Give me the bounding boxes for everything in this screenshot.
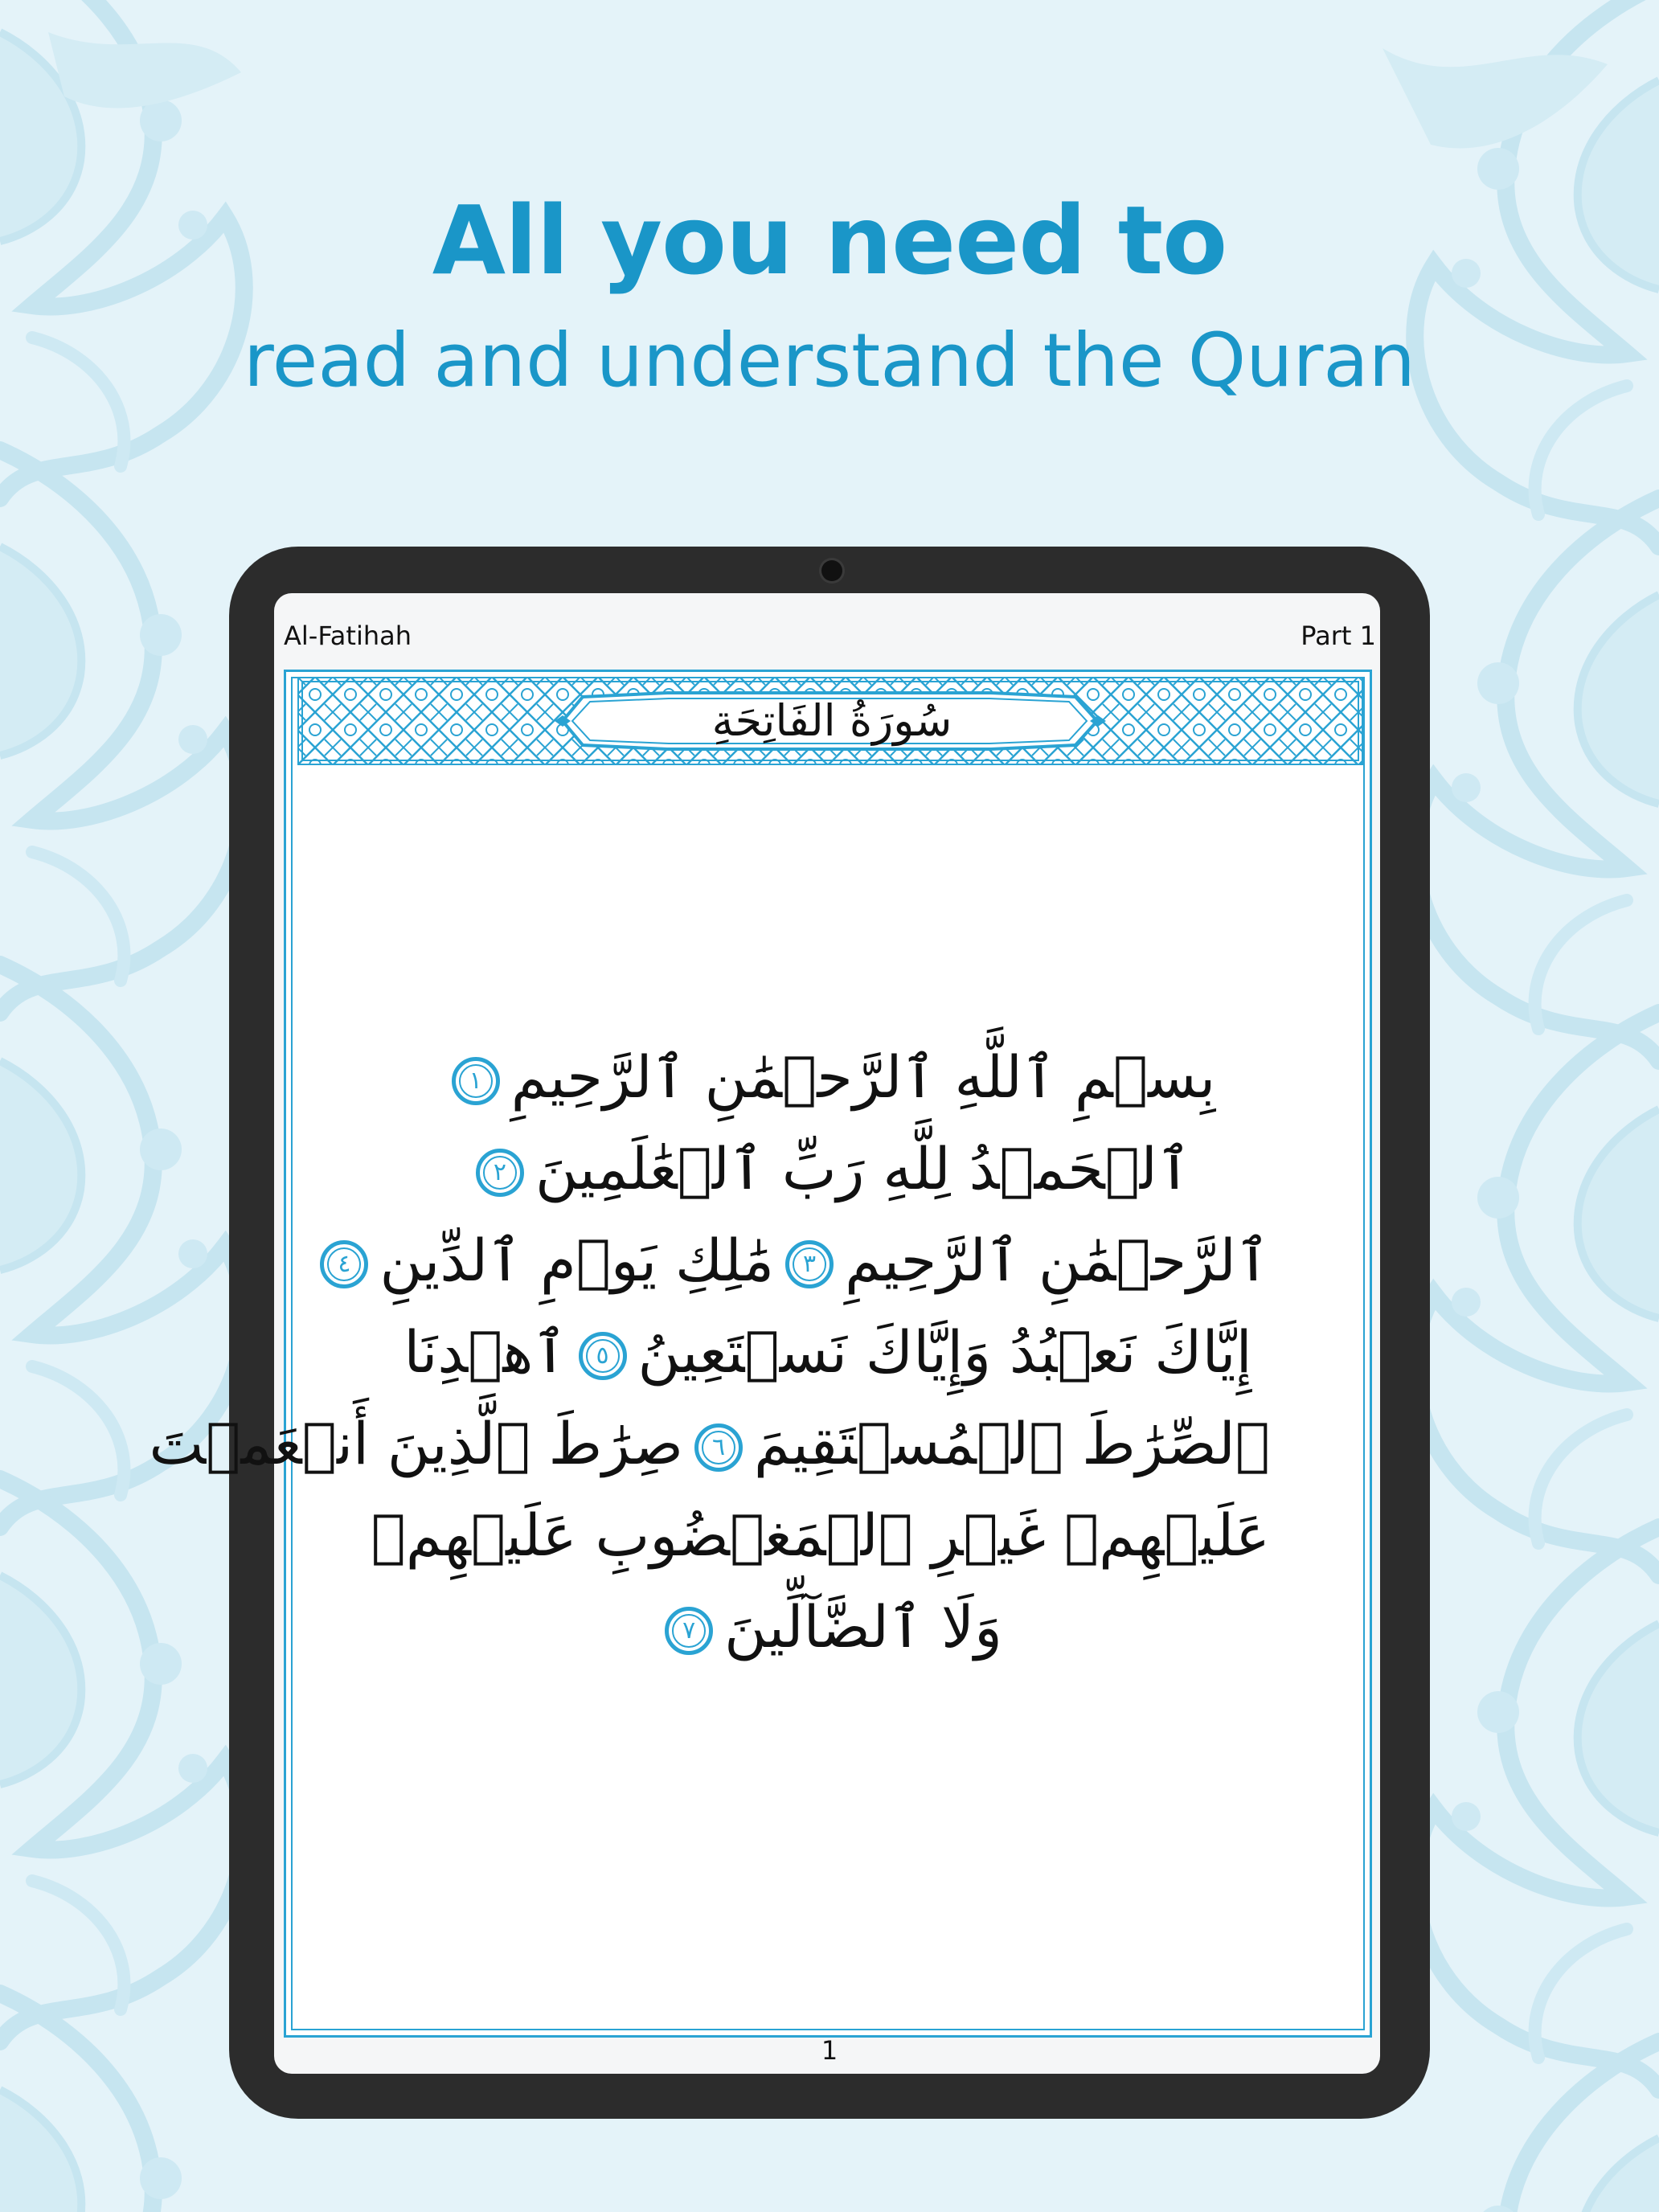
verse-text: عَلَيۡهِمۡ غَيۡرِ ٱلۡمَغۡضُوبِ عَلَيۡهِمۡ [371,1501,1270,1569]
camera-icon [821,560,842,581]
verse-line[interactable] [338,1227,1270,1294]
verse-line[interactable] [371,1501,1270,1569]
verse-text: ٱهۡدِنَا [403,1318,567,1386]
surah-title-arabic: سُورَةُ الفَاتِحَةِ [711,695,952,746]
page-number: 1 [821,2035,838,2066]
verse-text: ٱلصِّرَٰطَ ٱلۡمُسۡتَقِيمَ [754,1410,1270,1477]
verse-text: مَٰلِكِ يَوۡمِ ٱلدِّينِ [379,1227,775,1294]
verse-text: إِيَّاكَ نَعۡبُدُ وَإِيَّاكَ نَسۡتَعِينُ [637,1318,1252,1386]
ayah-marker[interactable]: ٣ [785,1240,834,1288]
verse-line[interactable] [386,1135,1270,1202]
headline-subtitle: read and understand the Quran [244,317,1415,403]
headline-title: All you need to [432,185,1227,296]
verse-line[interactable] [386,1593,1270,1661]
verse-line[interactable] [149,1410,1270,1477]
verse-text: وَلَا ٱلضَّآلِّينَ [724,1593,1002,1661]
verse-text: ٱلۡحَمۡدُ لِلَّهِ رَبِّ ٱلۡعَٰلَمِينَ [535,1135,1192,1202]
juz-label[interactable]: Part 1 [1301,621,1376,651]
ayah-marker[interactable]: ١ [452,1057,500,1105]
ayah-marker[interactable]: ٢ [476,1149,524,1197]
surah-name-label[interactable]: Al-Fatihah [284,621,412,651]
ayah-marker[interactable]: ٤ [320,1240,368,1288]
verse-text: ٱلرَّحۡمَٰنِ ٱلرَّحِيمِ [845,1227,1270,1294]
verse-text: بِسۡمِ ٱللَّهِ ٱلرَّحۡمَٰنِ ٱلرَّحِيمِ [510,1043,1216,1111]
ayah-marker[interactable]: ٧ [665,1607,713,1655]
verse-line[interactable] [386,1043,1270,1111]
verse-line[interactable] [386,1318,1270,1386]
ayah-marker[interactable]: ٥ [579,1332,627,1380]
ayah-marker[interactable]: ٦ [694,1423,743,1472]
verse-text: صِرَٰطَ ٱلَّذِينَ أَنۡعَمۡتَ [149,1410,683,1477]
